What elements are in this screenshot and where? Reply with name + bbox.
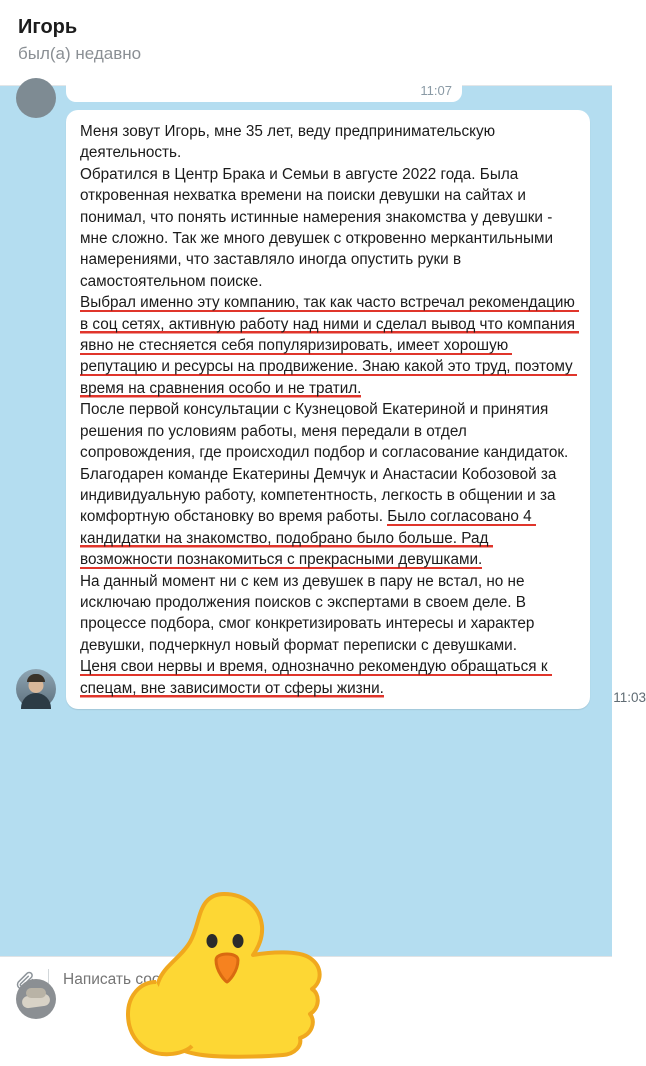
chat-status: был(а) недавно (18, 44, 142, 63)
avatar-shape (26, 988, 46, 998)
chat-title: Игорь (18, 16, 78, 38)
avatar-hair (27, 674, 45, 682)
avatar[interactable] (16, 669, 56, 709)
avatar-body (21, 693, 51, 709)
previous-message-bubble[interactable] (66, 70, 462, 102)
message-paragraph: Обратился в Центр Брака и Семьи в августе 2022 года. Была откровенная нехватка времени на поиски девушки на сайтах и понимал, что понять истинные намерения знакомства у девушки - мне сложно. Так же много девушек с откровенно меркантильными намерениями, что заставляло иногда опустить руки в самостоятельном поиске. (80, 165, 558, 290)
sticker-message-row (0, 886, 612, 1061)
message-paragraph-highlighted: Выбрал именно эту компанию, так как часто встречал рекомендацию в соц сетях, активную работу над ними и сделал вывод что компания явно не стесняется себя популяризировать, имеет хорошую репутацию и ресурсы на продвижение. Знаю какой это труд, поэтому время на сравнения особо и не тратил. (80, 294, 580, 397)
chat-messages-area[interactable] (0, 83, 646, 956)
message-paragraph: На данный момент ни с кем из девушек в пару не встал, но не исключаю продолжения поисков с экспертами в своем деле. В процессе подбора, смог конкретизировать интересы и характер девушки, подчеркнул новый формат переписки с девушками. (80, 572, 539, 654)
message-paragraph-highlighted: Ценя свои нервы и время, однозначно рекомендую обращаться к спецам, вне зависимости от сферы жизни. (80, 658, 552, 697)
message-timestamp: 11:07 (420, 83, 452, 98)
avatar[interactable] (16, 979, 56, 1019)
message-paragraph: После первой консультации с Кузнецовой Екатериной и принятия решения по условиям работы, меня передали в отдел сопровождения, где происходил подбор и согласование кандидаток. Благодарен команде Екатерины Демчук и Анастасии Кобозовой за индивидуальную работу, компетентность, легкость в общении и за комфортную обстановку во время работы. Было согласовано 4 кандидатки на знакомство, подобрано было больше. Рад возможности познакомиться с прекрасными девушками. (80, 401, 573, 569)
thumbs-up-duck-sticker[interactable] (120, 886, 330, 1061)
chat-scroll-container[interactable] (0, 83, 646, 956)
message-row (0, 110, 646, 709)
message-bubble[interactable] (66, 110, 646, 709)
message-timestamp: 11:03 (613, 689, 646, 705)
message-paragraph: Меня зовут Игорь, мне 35 лет, веду предпринимательскую деятельность. (80, 123, 500, 162)
